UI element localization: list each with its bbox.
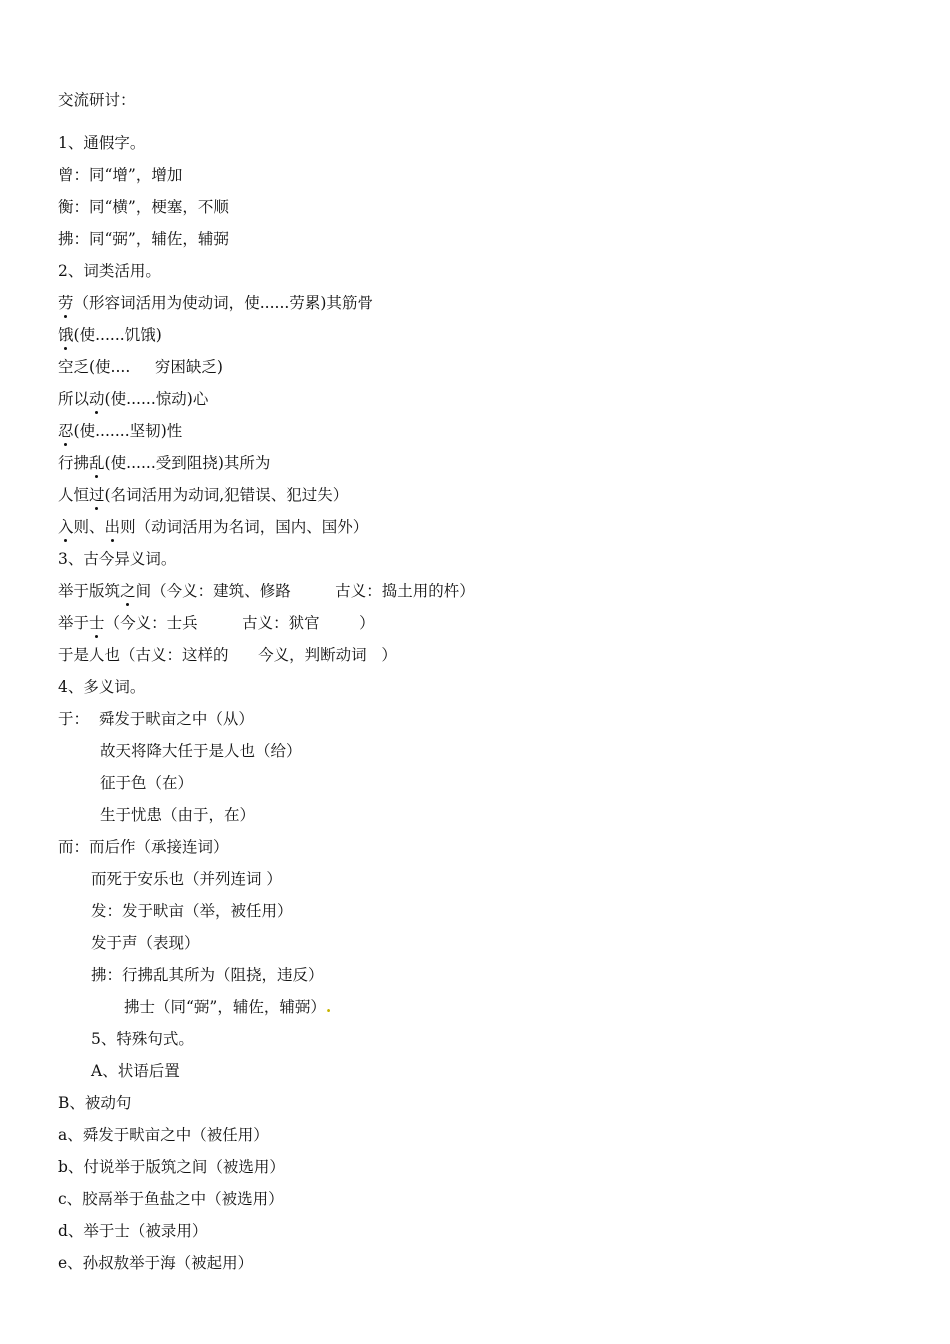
text-line: 4、多义词。 — [58, 678, 146, 696]
text-line: e、孙叔敖举于海（被起用） — [58, 1254, 254, 1272]
emphasis-dot-char: 劳 — [58, 294, 74, 312]
text-line: 举于士（今义：士兵 古义：狱官 ） — [58, 614, 375, 632]
highlight-mark: . — [325, 997, 332, 1016]
text-line: 于是人也（古义：这样的 今义，判断动词 ） — [58, 646, 397, 664]
emphasis-dot-char: 忍 — [58, 422, 74, 440]
text-line: 3、古今异义词。 — [58, 550, 177, 568]
text-line: B、被动句 — [58, 1094, 132, 1112]
text-line: 征于色（在） — [100, 774, 194, 792]
text-line: 曾：同“增”，增加 — [58, 166, 183, 184]
text-line: 5、特殊句式。 — [91, 1030, 194, 1048]
emphasis-dot-char: 过 — [89, 486, 105, 504]
text-line: 饿(使......饥饿) — [58, 326, 162, 344]
text-line: a、舜发于畎亩之中（被任用） — [58, 1126, 269, 1144]
text-line: 而：而后作（承接连词） — [58, 838, 229, 856]
text-line: 所以动(使......惊动)心 — [58, 390, 209, 408]
text-line: 发于声（表现） — [91, 934, 200, 952]
emphasis-dot-char: 动 — [89, 390, 105, 408]
text-line: c、胶鬲举于鱼盐之中（被选用） — [58, 1190, 284, 1208]
text-line: 入则、出则（动词活用为名词，国内、国外） — [58, 518, 369, 536]
emphasis-dot-char: 乱 — [89, 454, 105, 472]
text-line: 拂：行拂乱其所为（阻挠，违反） — [91, 966, 324, 984]
text-line: 空乏(使.... 穷困缺乏) — [58, 358, 223, 376]
emphasis-dot-char: 之 — [120, 582, 136, 600]
text-line: 衡：同“横”，梗塞，不顺 — [58, 198, 229, 216]
text-line: 而死于安乐也（并列连词 ） — [91, 870, 282, 888]
emphasis-dot-char: 出 — [104, 518, 121, 536]
text-line — [124, 997, 331, 1017]
text-line: 人恒过(名词活用为动词,犯错误、犯过失） — [58, 486, 349, 504]
text-line: 发：发于畎亩（举，被任用） — [91, 902, 293, 920]
text-line: 举于版筑之间（今义：建筑、修路 古义：捣土用的杵） — [58, 582, 475, 600]
text-line: 行拂乱(使......受到阻挠)其所为 — [58, 454, 271, 472]
emphasis-dot-char: 入 — [58, 518, 74, 536]
text-line: 生于忧患（由于，在） — [100, 806, 256, 824]
text-line: 2、词类活用。 — [58, 262, 161, 280]
text-line: d、举于士（被录用） — [58, 1222, 208, 1240]
section-heading: 交流研讨： — [58, 91, 136, 109]
text-content: 拂士（同“弼”，辅佐，辅弼） — [124, 998, 326, 1016]
text-line: 1、通假字。 — [58, 134, 146, 152]
text-line: b、付说举于版筑之间（被选用） — [58, 1158, 285, 1176]
text-line: 劳（形容词活用为使动词，使......劳累)其筋骨 — [58, 294, 373, 312]
text-line: 忍(使.......坚韧)性 — [58, 422, 183, 440]
text-line: 拂：同“弼”，辅佐，辅弼 — [58, 230, 229, 248]
text-line: 故天将降大任于是人也（给） — [100, 742, 302, 760]
text-line: 于： 舜发于畎亩之中（从） — [58, 710, 254, 728]
emphasis-dot-char: 士 — [89, 614, 105, 632]
emphasis-dot-char: 饿 — [58, 326, 74, 344]
text-line: A、状语后置 — [91, 1062, 180, 1080]
